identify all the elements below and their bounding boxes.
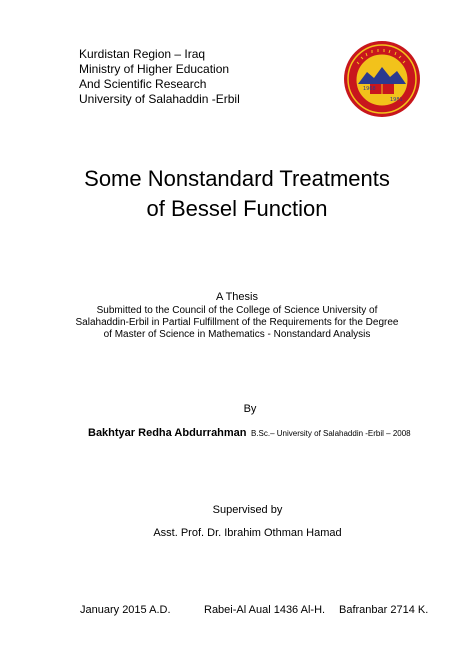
affiliation-research: And Scientific Research	[79, 77, 207, 91]
affiliation-ministry: Ministry of Higher Education	[79, 62, 230, 76]
by-label: By	[243, 403, 257, 415]
thesis-title	[0, 164, 474, 224]
university-seal-logo	[343, 40, 421, 118]
affiliation-region: Kurdistan Region – Iraq	[79, 47, 206, 61]
date-gregorian: January 2015 A.D.	[80, 604, 171, 616]
author-line	[88, 426, 411, 440]
seal-year-left: 1968	[363, 86, 376, 92]
seal-year-right: 1981	[390, 97, 403, 103]
author-name: Bakhtyar Redha Abdurrahman	[88, 427, 247, 439]
thesis-title-line1: Some Nonstandard Treatments	[84, 166, 390, 191]
author-degree: B.Sc.– University of Salahaddin -Erbil – 2008	[250, 429, 411, 438]
supervised-by-label: Supervised by	[212, 504, 283, 516]
affiliation-block	[79, 47, 240, 107]
date-kurdish: Bafranbar 2714 K.	[339, 604, 429, 616]
date-hijri: Rabei-Al Aual 1436 Al-H.	[204, 604, 326, 616]
thesis-type-label: A Thesis	[216, 291, 258, 303]
submission-statement	[0, 305, 474, 341]
statement-line3: of Master of Science in Mathematics - Nonstandard Analysis	[103, 329, 371, 340]
thesis-title-line2: of Bessel Function	[146, 196, 328, 221]
supervisor-name: Asst. Prof. Dr. Ibrahim Othman Hamad	[153, 527, 342, 539]
statement-line1: Submitted to the Council of the College of Science University of	[96, 305, 378, 316]
affiliation-university: University of Salahaddin -Erbil	[79, 92, 240, 106]
statement-line2: Salahaddin-Erbil in Partial Fulfillment of the Requirements for the Degree	[75, 317, 399, 328]
